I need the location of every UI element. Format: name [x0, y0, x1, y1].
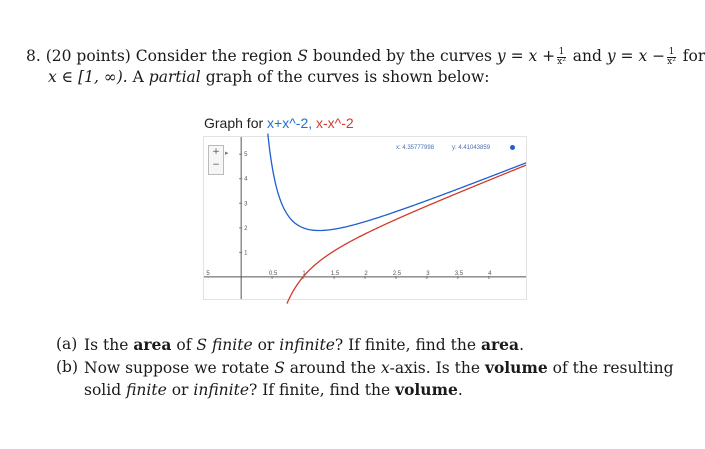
zoom-in-icon[interactable]: + [212, 147, 220, 157]
zoom-out-icon[interactable]: − [212, 160, 220, 170]
x-tick-label: 2 [364, 270, 368, 277]
curve-2: y = x − [606, 47, 666, 65]
graph-panel[interactable] [203, 136, 527, 300]
y-tick-label: 1 [244, 250, 248, 257]
x-tick-label: 3 [426, 270, 430, 277]
readout-x: x: 4.35777998 [396, 145, 435, 151]
domain: x ∈ [1, ∞). [48, 68, 128, 86]
expand-arrow-icon[interactable]: ▸ [225, 149, 229, 157]
problem-number: 8. [26, 47, 41, 65]
region-symbol: S [297, 47, 308, 65]
curve-f2 [287, 165, 526, 303]
readout-y: y: 4.41043859 [452, 145, 491, 151]
y-tick-label: 2 [244, 225, 248, 232]
y-tick-label: 5 [244, 152, 248, 159]
legend-f2: x-x^-2 [316, 115, 354, 131]
x-tick-label: 0.5 [268, 270, 278, 277]
x-tick-label: 3.5 [454, 270, 464, 277]
x-tick-label: 4 [488, 270, 492, 277]
problem-statement [26, 46, 705, 88]
legend-f1: x+x^-2, [267, 115, 313, 131]
question-list [56, 334, 681, 402]
fraction-1: $\frac{1}{\text{x²}}$ [557, 46, 566, 67]
fraction-2: $\frac{1}{\text{x²}}$ [667, 46, 676, 67]
problem-points: (20 points) [45, 47, 131, 65]
plot-area[interactable] [204, 137, 526, 299]
y-tick-label: 3 [244, 201, 248, 208]
graph-title: Graph for x+x^-2, x-x^-2 [204, 115, 354, 131]
partial-word: partial [148, 68, 201, 86]
x-tick-label: 1.5 [330, 270, 340, 277]
cursor-dot-icon [510, 145, 515, 150]
problem-line-2: x ∈ [1, ∞). A partial graph of the curves is shown below: [48, 68, 490, 86]
x-tick-label: 5 [206, 270, 210, 277]
x-tick-label: 2.5 [392, 270, 402, 277]
x-tick-label: 1 [302, 270, 306, 277]
question-b: (b) Now suppose we rotate S around the x-axis. Is the volume of the resulting solid finite or infinite? If finite, find the volume. [56, 358, 674, 399]
curve-1: y = x + [496, 47, 556, 65]
zoom-control[interactable] [208, 145, 224, 175]
y-tick-label: 4 [244, 176, 248, 183]
question-a: (a) Is the area of S finite or infinite? If finite, find the area. [56, 335, 525, 354]
problem-line-1: 8. (20 points) Consider the region S bounded by the curves y = x + $\frac{1}{\text{x²}}$ and y = x − $\frac{1}{\text{x²}}$ for [26, 46, 705, 67]
